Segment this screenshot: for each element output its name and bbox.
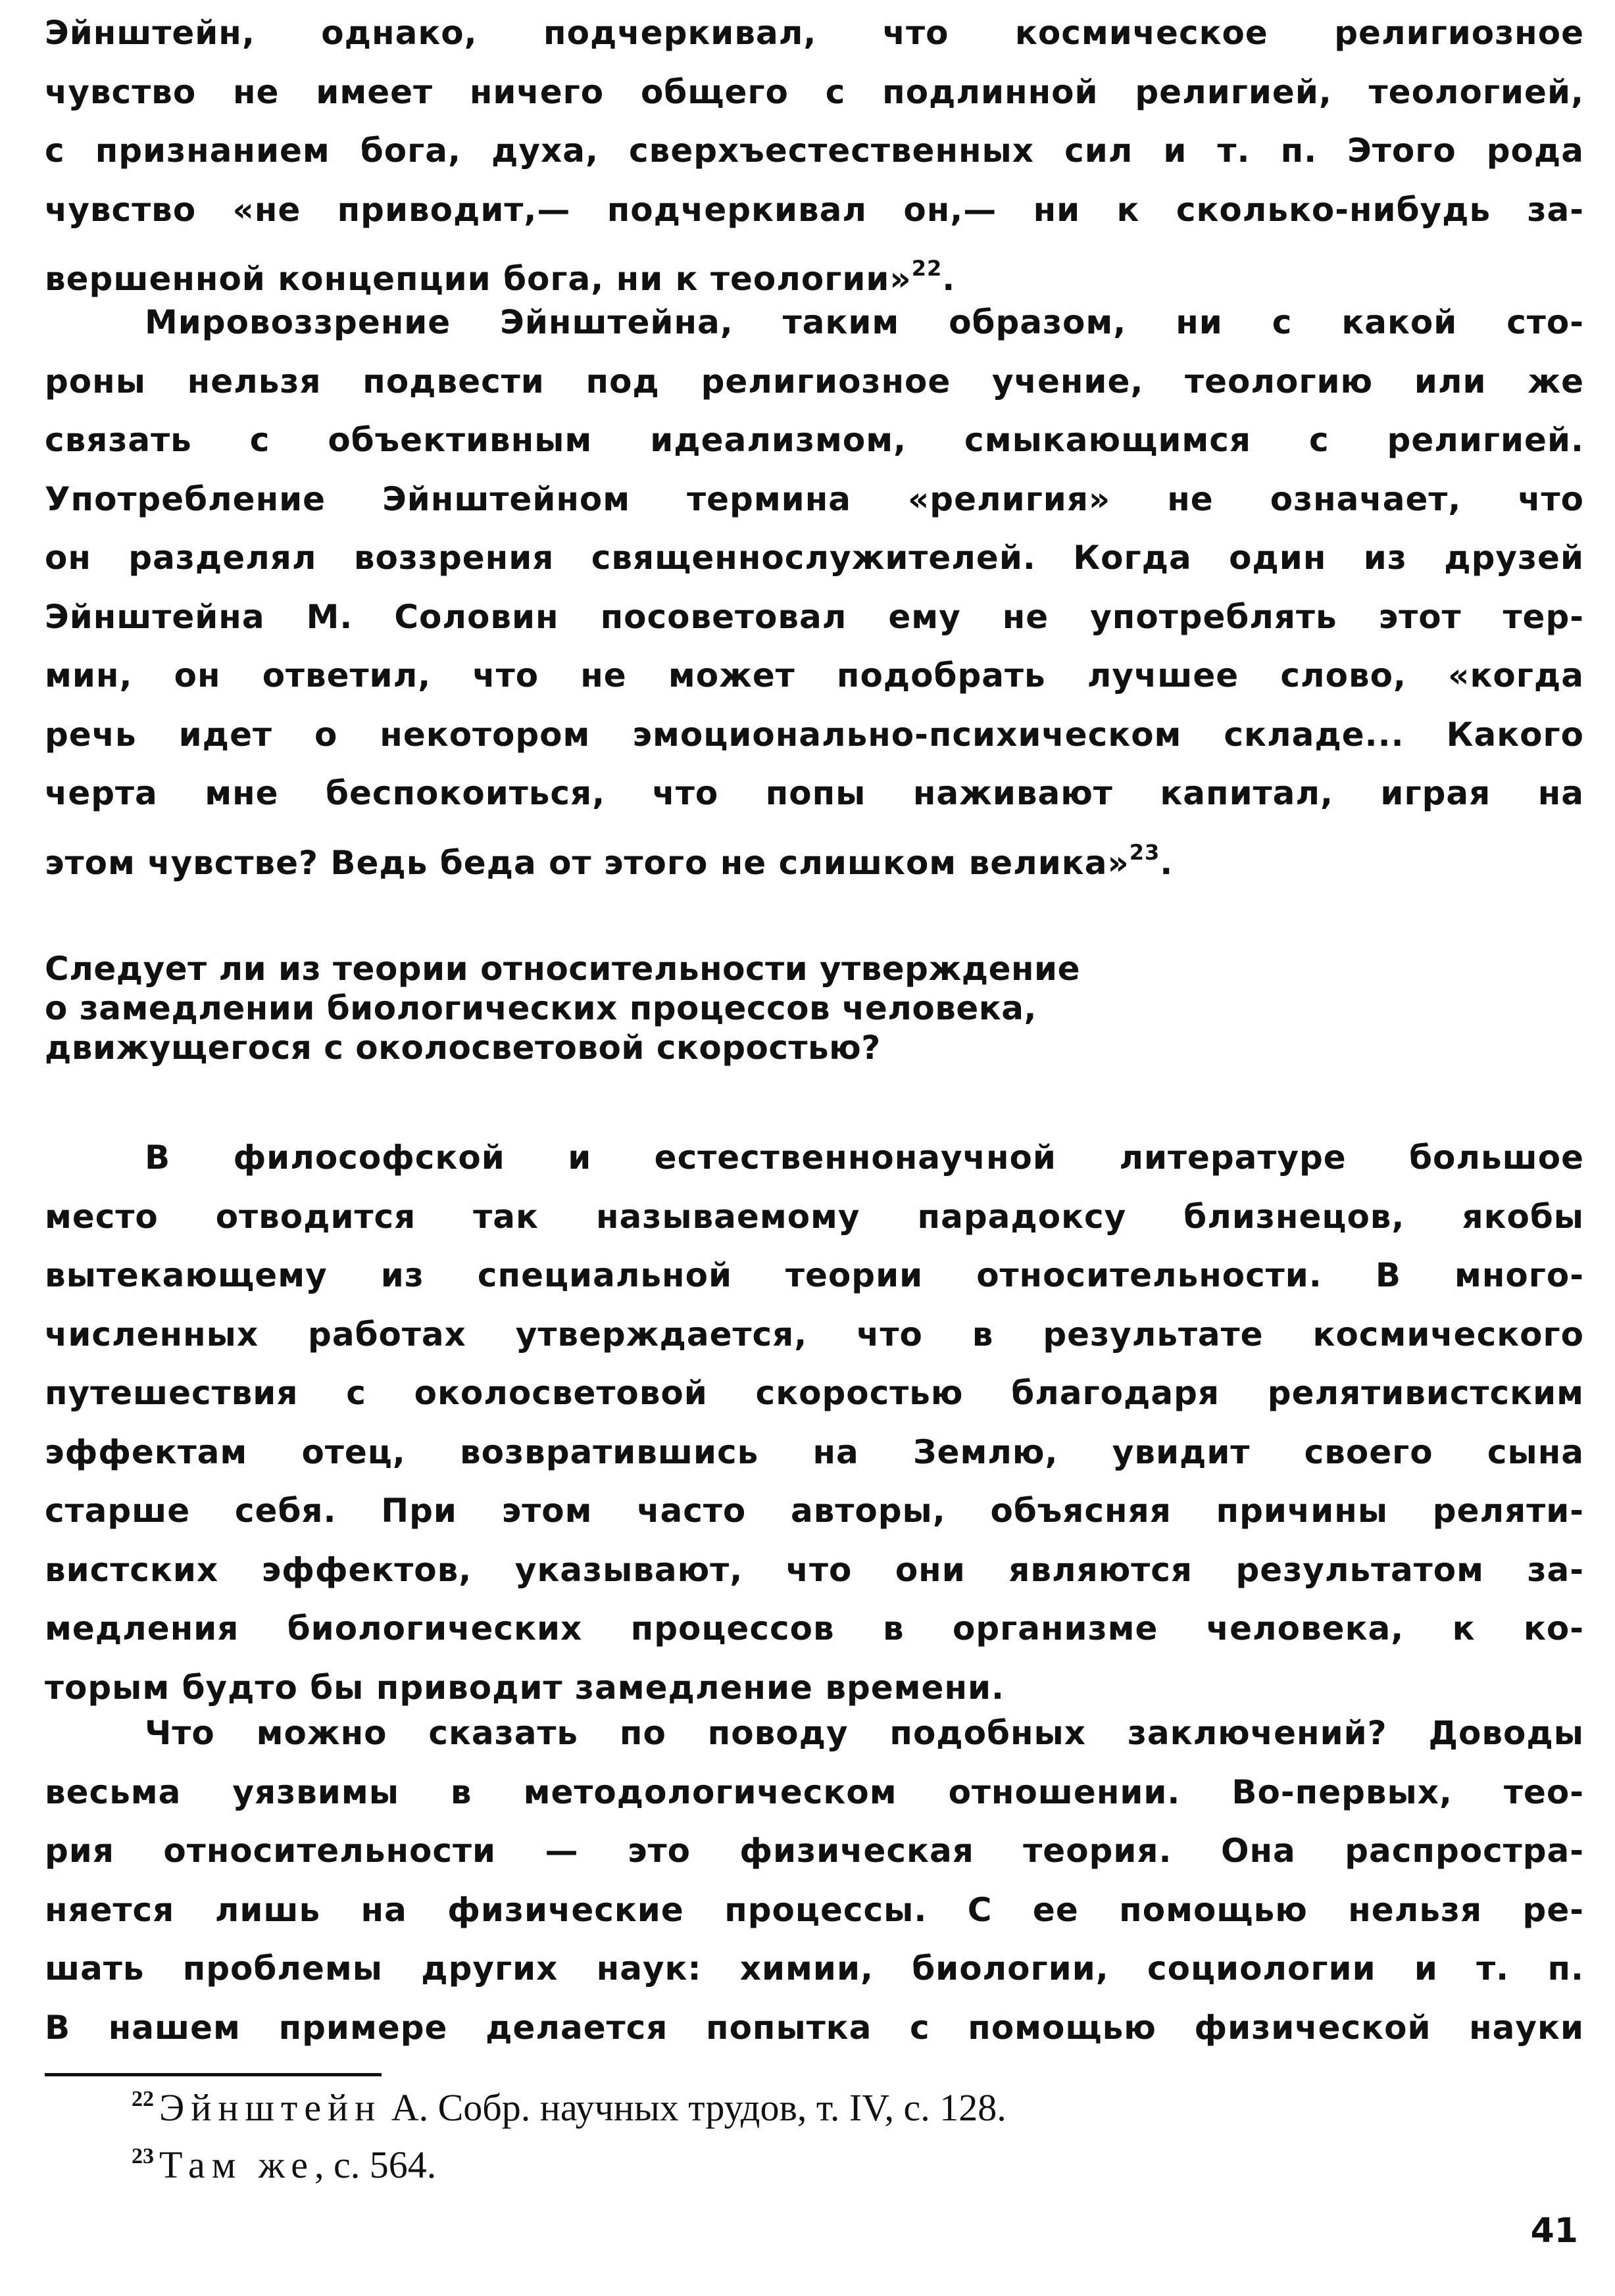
paragraph-3 (45, 1129, 1584, 1717)
paragraph-2 (45, 293, 1584, 882)
footnote-number: 23 (132, 2144, 154, 2168)
text-fragment: вершенной концепции бога, ни к теологии» (45, 260, 912, 298)
text-line-last (45, 239, 1584, 299)
footnote-text: , с. 564. (314, 2143, 437, 2186)
text-punct: . (942, 260, 956, 298)
text-line-last: торым будто бы приводит замедление времени. (45, 1668, 1005, 1707)
text-line: роны нельзя подвести под религиозное учение, теологию или же (45, 362, 1584, 401)
text-line: чувство «не приводит,— подчеркивал он,— ни к сколько-нибудь за- (45, 190, 1584, 229)
text-line-last (45, 823, 1584, 883)
text-line: связать с объективным идеализмом, смыкающимся с религией. (45, 421, 1584, 459)
footnote-ref-22: 22 (911, 256, 943, 281)
text-line: В нашем примере делается попытка с помощью физической науки (45, 2008, 1584, 2047)
text-line: он разделял воззрения священнослужителей. Когда один из друзей (45, 539, 1584, 577)
footnote-author: Там же (159, 2143, 314, 2186)
heading-line: Следует ли из теории относительности утверждение (45, 950, 1080, 988)
heading-line: о замедлении биологических процессов человека, (45, 989, 1037, 1027)
text-line: рия относительности — это физическая теория. Она распростра- (45, 1832, 1584, 1870)
text-line: речь идет о некотором эмоционально-психическом складе... Какого (45, 715, 1584, 754)
text-punct: . (1160, 843, 1174, 882)
text-fragment: этом чувстве? Ведь беда от этого не слишком велика» (45, 843, 1130, 882)
text-line: старше себя. При этом часто авторы, объясняя причины реляти- (45, 1492, 1584, 1530)
footnotes (132, 2075, 1006, 2189)
footnote-number: 22 (132, 2087, 154, 2111)
paragraph-1 (45, 4, 1584, 299)
heading-line: движущегося с околосветовой скоростью? (45, 1029, 881, 1067)
footnote-author: Эйнштейн (159, 2086, 382, 2129)
text-line: путешествия с околосветовой скоростью благодаря релятивистским (45, 1374, 1584, 1412)
text-line: В философской и естественнонаучной литературе большое (145, 1138, 1584, 1177)
footnote-text: А. Собр. научных трудов, т. IV, с. 128. (382, 2086, 1006, 2129)
text-line: чувство не имеет ничего общего с подлинной религией, теологией, (45, 72, 1584, 111)
text-line: шать проблемы других наук: химии, биологии, социологии и т. п. (45, 1949, 1584, 1988)
footnote-22 (132, 2075, 1006, 2132)
paragraph-4 (45, 1704, 1584, 2057)
text-line: численных работах утверждается, что в результате космического (45, 1315, 1584, 1354)
text-line: Эйнштейн, однако, подчеркивал, что космическое религиозное (45, 14, 1584, 52)
text-line: Употребление Эйнштейном термина «религия» не означает, что (45, 479, 1584, 518)
footnote-ref-23: 23 (1129, 839, 1160, 865)
footnote-23 (132, 2132, 1006, 2189)
page-number: 41 (1530, 2211, 1578, 2251)
text-line: весьма уязвимы в методологическом отношении. Во-первых, тео- (45, 1772, 1584, 1811)
section-heading (45, 949, 1080, 1067)
text-line: мин, он ответил, что не может подобрать лучшее слово, «когда (45, 656, 1584, 695)
text-line: Мировоззрение Эйнштейна, таким образом, ни с какой сто- (145, 303, 1584, 341)
text-line: няется лишь на физические процессы. С ее помощью нельзя ре- (45, 1890, 1584, 1929)
text-line: медления биологических процессов в организме человека, к ко- (45, 1609, 1584, 1648)
text-line: Эйнштейна М. Соловин посоветовал ему не употреблять этот тер- (45, 597, 1584, 636)
text-line: с признанием бога, духа, сверхъестественных сил и т. п. Этого рода (45, 132, 1584, 170)
text-line: черта мне беспокоиться, что попы наживают капитал, играя на (45, 774, 1584, 812)
text-line: вистских эффектов, указывают, что они являются результатом за- (45, 1550, 1584, 1589)
text-line: эффектам отец, возвратившись на Землю, увидит своего сына (45, 1432, 1584, 1471)
text-line: вытекающему из специальной теории относительности. В много- (45, 1256, 1584, 1294)
text-line: Что можно сказать по поводу подобных заключений? Доводы (145, 1714, 1584, 1752)
text-line: место отводится так называемому парадоксу близнецов, якобы (45, 1197, 1584, 1236)
